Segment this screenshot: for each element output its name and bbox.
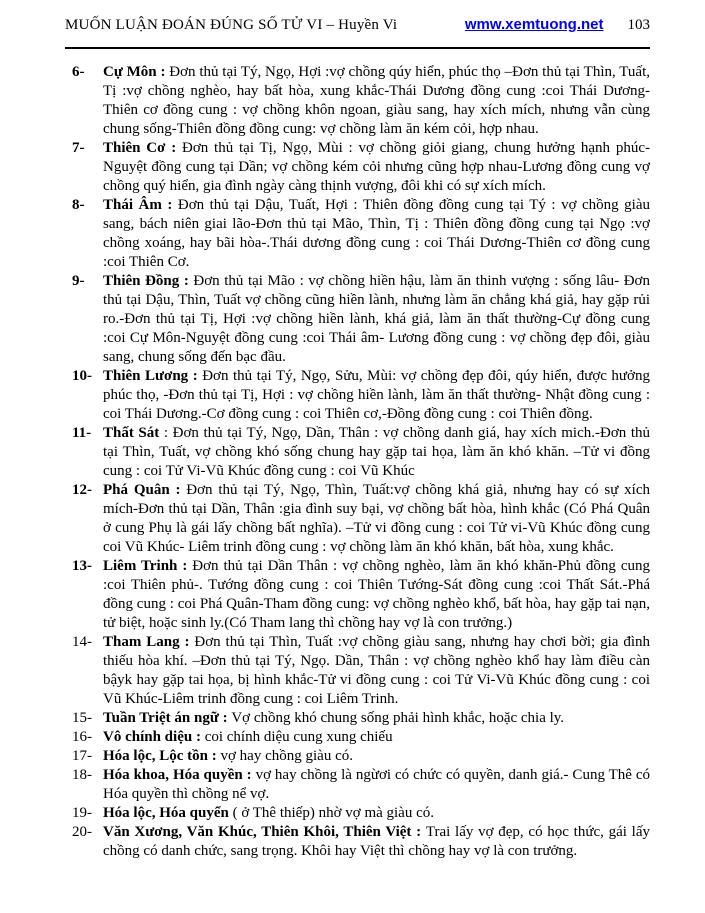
- item-lead: Tuần Triệt án ngữ :: [103, 710, 232, 726]
- item-lead: Thiên Đồng :: [103, 273, 194, 289]
- page-title: MUỐN LUẬN ĐOÁN ĐÚNG SỐ TỬ VI – Huyền Vi: [65, 17, 398, 33]
- item-number: 19-: [72, 805, 92, 821]
- item-text: [103, 823, 650, 861]
- item-number: 18-: [72, 767, 92, 783]
- item-number: 6-: [72, 64, 85, 80]
- item-number: 12-: [72, 482, 92, 498]
- item-lead: Hóa lộc, Hóa quyển: [103, 805, 233, 821]
- numbered-list: [65, 63, 650, 861]
- list-item: [65, 823, 650, 861]
- item-body: ( ở Thê thiếp) nhờ vợ mà giàu có.: [232, 805, 434, 821]
- item-body: Đơn thủ tại Mão : vợ chồng hiền hậu, làm ăn thinh vượng : sống lâu- Đơn thủ tại Dậu, Thìn, Tuất vợ chồng cũng hiền lành, nhưng làm ăn chẳng khá giả, hay gặp rủi ro.-Đơn thủ tại Tị, Hợi :vợ chồng hiền lành, khá giả, làm ăn thất thường-Cự đồng cung :coi Cự Môn-Nguyệt đồng cung :coi Thái âm- Lương đồng cung : vợ chồng đẹp đôi, giàu sang, chung sống đến bạc đầu.: [103, 273, 650, 365]
- page-header: [65, 16, 650, 49]
- item-text: [103, 728, 650, 747]
- item-lead: Cự Môn :: [103, 64, 170, 80]
- item-number: 13-: [72, 558, 92, 574]
- item-number: 8-: [72, 197, 85, 213]
- item-text: [103, 63, 650, 139]
- item-number: 10-: [72, 368, 92, 384]
- item-body: Vợ chồng khó chung sống phải hình khắc, hoặc chia ly.: [231, 710, 565, 726]
- item-lead: Tham Lang :: [103, 634, 195, 650]
- item-body: coi chính diệu cung xung chiếu: [204, 729, 393, 745]
- item-lead: Vô chính diệu :: [103, 729, 205, 745]
- item-text: [103, 196, 650, 272]
- item-number: 9-: [72, 273, 85, 289]
- item-lead: Liêm Trinh :: [103, 558, 193, 574]
- item-text: [103, 709, 650, 728]
- item-lead: Thiên Lương :: [103, 368, 203, 384]
- item-body: Đơn thủ tại Tý, Ngọ, Thìn, Tuất:vợ chồng khá giả, nhưng hay có sự xích mích-Đơn thủ tại Dần, Thân :gia đình suy bại, vợ chồng bất hòa, hình khắc (Có Phá Quân ở cung Phụ là gái lấy chồng bất nghĩa). –Tử vi đồng cung : coi Tử vi-Vũ Khúc đồng cung coi Vũ Khúc- Liêm trinh đồng cung : vợ chồng làm ăn khó khăn, bất hòa, xung khắc.: [103, 482, 650, 555]
- item-body: Đơn thủ tại Tý, Ngọ, Hợi :vợ chồng qúy hiển, phúc thọ –Đơn thủ tại Thìn, Tuất, Tị :vợ chồng nghèo, hay bất hòa, xung khắc-Thái Dương đồng cung :coi Thái Dương-Thiên cơ đồng cung : vợ chồng khôn ngoan, giàu sang, hay xích mích, nhưng vẫn cùng chung sống-Thiên đồng đồng cung: vợ chồng làm ăn kém cỏi, hợp nhau.: [103, 64, 650, 137]
- item-text: [103, 424, 650, 481]
- list-item: [65, 367, 650, 424]
- item-lead: Phá Quân :: [103, 482, 187, 498]
- item-body: Đơn thủ tại Thìn, Tuất :vợ chồng giàu sang, nhưng hay chơi bời; gia đình thiếu hòa khí. –Đơn thủ tại Tý, Ngọ. Dần, Thân : vợ chồng nghèo khổ hay làm điều càn bậyk hay gặp tai họa, bị hình khắc-Tử vi đồng cung : coi Tử Vi-Vũ Khúc đồng cung : coi Vũ Khúc-Liêm trinh đồng cung : coi Liêm Trinh.: [103, 634, 651, 707]
- list-item: [65, 424, 650, 481]
- list-item: [65, 139, 650, 196]
- list-item: [65, 557, 650, 633]
- item-text: [103, 804, 650, 823]
- list-item: [65, 272, 650, 367]
- item-text: [103, 481, 650, 557]
- list-item: [65, 766, 650, 804]
- item-lead: Hóa khoa, Hóa quyền :: [103, 767, 256, 783]
- item-lead: Thái Âm :: [103, 197, 178, 213]
- list-item: [65, 481, 650, 557]
- list-item: [65, 196, 650, 272]
- list-item: [65, 63, 650, 139]
- item-text: [103, 747, 650, 766]
- item-lead: Thất Sát: [103, 425, 160, 441]
- list-item: [65, 633, 650, 709]
- item-number: 17-: [72, 748, 92, 764]
- list-item: [65, 747, 650, 766]
- item-number: 11-: [72, 425, 92, 441]
- list-item: [65, 709, 650, 728]
- item-number: 7-: [72, 140, 85, 156]
- item-text: [103, 557, 650, 633]
- item-body: vợ hay chồng giàu có.: [220, 748, 353, 764]
- item-body: vợ hay chồng là ngừơi có chức có quyền, danh giá.- Cung Thê có Hóa quyền thì chồng nể vợ.: [103, 767, 650, 802]
- item-body: Trai lấy vợ đẹp, có học thức, gái lấy chồng có danh chức, sang trọng. Khôi hay Việt thì chồng hay vợ là con trưởng.: [103, 824, 650, 859]
- item-number: 15-: [72, 710, 92, 726]
- item-text: [103, 139, 650, 196]
- item-number: 16-: [72, 729, 92, 745]
- page-number: 103: [627, 17, 650, 33]
- item-body: Đơn thủ tại Dần Thân : vợ chồng nghèo, làm ăn khó khăn-Phủ đồng cung :coi Thiên phủ-. Tướng đồng cung : coi Thiên Tướng-Sát đồng cung :coi Thất Sát.-Phá đồng cung : coi Phá Quân-Tham đồng cung: vợ chồng nghèo khổ, bất hòa, hay gặp tai nạn, tử biệt, hoặc sinh ly.(Có Tham lang thì chồng hay vợ là con trưởng.): [103, 558, 650, 631]
- list-item: [65, 804, 650, 823]
- site-link[interactable]: wmw.xemtuong.net: [464, 16, 604, 33]
- item-number: 14-: [72, 634, 92, 650]
- item-number: 20-: [72, 824, 92, 840]
- item-body: Đơn thủ tại Tý, Ngọ, Sửu, Mùi: vợ chồng đẹp đôi, qúy hiển, được hưởng phúc thọ, -Đơn thủ tại Tị, Hợi : vợ chồng hiền lành, làm ăn thất thường- Nhật đồng cung : coi Thái Dương.-Cơ đồng cung : coi Thiên cơ,-Đồng đồng cung : coi Thiên đồng.: [103, 368, 650, 422]
- item-lead: Thiên Cơ :: [103, 140, 182, 156]
- item-text: [103, 766, 650, 804]
- item-text: [103, 633, 650, 709]
- item-lead: Văn Xương, Văn Khúc, Thiên Khôi, Thiên Việt :: [103, 824, 426, 840]
- list-item: [65, 728, 650, 747]
- item-body: : Đơn thủ tại Tý, Ngọ, Dần, Thân : vợ chồng danh giá, hay xích mich.-Đơn thủ tại Thìn, Tuất, vợ chồng khó sống chung hay gặp tai họa, làm ăn khó khăn. –Tử vi đồng cung : coi Tử Vi-Vũ Khúc đồng cung : coi Vũ Khúc: [103, 425, 651, 479]
- item-text: [103, 367, 650, 424]
- item-lead: Hóa lộc, Lộc tồn :: [103, 748, 221, 764]
- item-body: Đơn thủ tại Dậu, Tuất, Hợi : Thiên đồng đồng cung tại Tý : vợ chồng giàu sang, bách niên giai lão-Đơn thủ tại Mão, Thìn, Tị : Thiên đồng đồng cung tại Ngọ :vợ chồng xoáng, hay bãi hòa-.Thái dương đồng cung : coi Thái Dương-Thiên cơ đồng cung :coi Thiên Cơ.: [103, 197, 650, 270]
- item-body: Đơn thủ tại Tị, Ngọ, Mùi : vợ chồng giỏi giang, chung hưởng hạnh phúc-Nguyệt đồng cung tại Dần; vợ chồng kém cỏi nhưng cũng hợp nhau-Lương đồng cung vợ chồng quý hiển, gia đình ngày càng thịnh vượng, đôi khi có sự xích mích.: [103, 140, 650, 194]
- item-text: [103, 272, 650, 367]
